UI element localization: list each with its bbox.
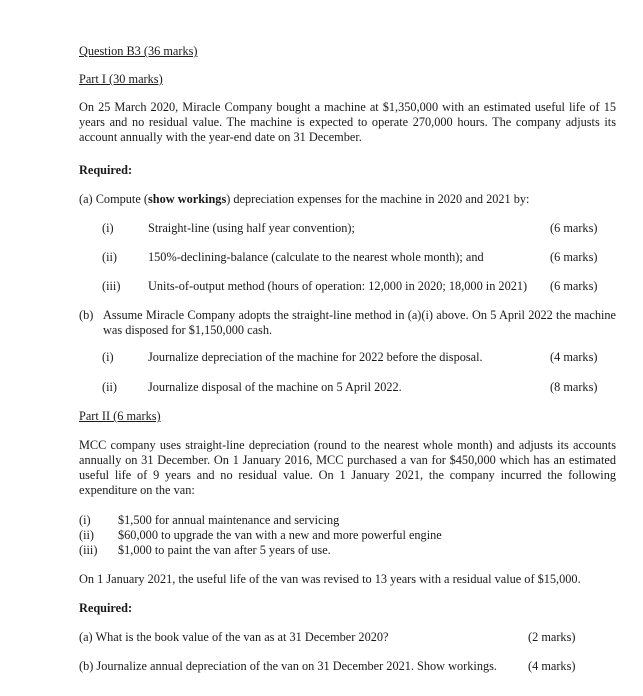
item-number: (ii) [79,528,95,542]
item-text: $1,500 for annual maintenance and servicing [118,513,340,527]
item-text: Straight-line (using half year convention); [148,221,355,235]
part1-b-label: (b) [79,308,94,322]
item-text: Journalize depreciation of the machine for 2022 before the disposal. [148,350,483,364]
part2-title: Part II (6 marks) [79,409,161,423]
item-text: Units-of-output method (hours of operation: 12,000 in 2020; 18,000 in 2021) [148,279,528,293]
item-number: (iii) [79,543,98,557]
question-marks: (4 marks) [528,659,576,673]
question-marks: (2 marks) [528,630,576,644]
part1-a-post: ) depreciation expenses for the machine in 2020 and 2021 by: [226,192,530,206]
part1-b-text: Assume Miracle Company adopts the straight-line method in (a)(i) above. On 5 April 2022 the machine was disposed for $1,150,000 cash. [103,308,616,337]
part2-revision: On 1 January 2021, the useful life of the van was revised to 13 years with a residual value of $15,000. [79,572,581,586]
item-text: $60,000 to upgrade the van with a new and more powerful engine [118,528,442,542]
item-text: Journalize disposal of the machine on 5 April 2022. [148,380,402,394]
item-number: (i) [102,350,114,364]
item-number: (ii) [102,250,118,264]
item-marks: (8 marks) [550,380,598,394]
part1-a-pre: (a) Compute ( [79,192,148,206]
part1-a-bold: show workings [147,192,227,206]
item-number: (i) [79,513,91,527]
item-text: 150%-declining-balance (calculate to the nearest whole month); and [148,250,484,264]
part2-required: Required: [79,601,133,615]
item-marks: (4 marks) [550,350,598,364]
item-marks: (6 marks) [550,250,598,264]
part1-intro: On 25 March 2020, Miracle Company bought a machine at $1,350,000 with an estimated useful life of 15 years and no residual value. The machine is expected to operate 270,000 hours. The company adjusts its account annually with the year-end date on 31 December. [79,100,616,144]
item-number: (i) [102,221,114,235]
part1-required: Required: [79,163,133,177]
part2-intro: MCC company uses straight-line depreciation (round to the nearest whole month) and adjusts its accounts annually on 31 December. On 1 January 2016, MCC purchased a van for $450,000 which has an estimated useful life of 9 years and no residual value. On 1 January 2021, the company incurred the following expenditure on the van: [79,438,616,497]
question-title: Question B3 (36 marks) [79,44,198,58]
item-number: (ii) [102,380,118,394]
item-marks: (6 marks) [550,279,598,293]
question-text: (b) Journalize annual depreciation of the van on 31 December 2021. Show workings. [79,659,497,673]
question-text: (a) What is the book value of the van as at 31 December 2020? [79,630,389,644]
part1-title: Part I (30 marks) [79,72,163,86]
item-number: (iii) [102,279,121,293]
part1-a-prompt [79,192,529,207]
item-marks: (6 marks) [550,221,598,235]
item-text: $1,000 to paint the van after 5 years of use. [118,543,331,557]
